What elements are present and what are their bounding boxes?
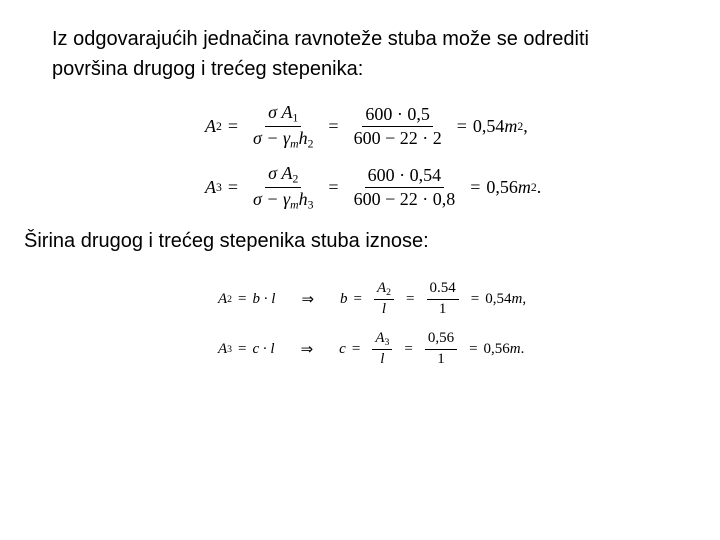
equals-sign: = (227, 115, 238, 136)
fraction-denominator: 1 (437, 350, 445, 367)
lhs-sub: 3 (216, 180, 222, 194)
equation-area-2 (205, 102, 528, 151)
equation-area-3 (205, 163, 541, 212)
intro-line-2: površina drugog i trećeg stepenika: (52, 58, 364, 80)
solved-var: b (340, 290, 348, 307)
implies-symbol: ⇒ (301, 291, 315, 308)
fraction-denominator: 600 − 22 · 2 (353, 127, 442, 148)
result-value: 0,56 (483, 340, 510, 357)
lhs-var: A (218, 290, 228, 307)
equals-sign: = (469, 340, 478, 357)
result-value: 0,54 (472, 115, 505, 136)
fraction-numerator: $A_3$ (372, 330, 392, 350)
equals-sign: = (353, 290, 362, 307)
symbolic-fraction (372, 330, 392, 368)
fraction-numerator: 0.54 (427, 280, 459, 299)
fraction-denominator: $\sigma - \gamma_mh_3$ (253, 188, 314, 212)
lhs-sub: 3 (227, 343, 233, 355)
fraction-numerator: $A_2$ (374, 280, 394, 300)
fraction-denominator: 600 − 22 · 0,8 (353, 188, 456, 209)
solved-var: c (339, 340, 346, 357)
result-unit: m (504, 115, 518, 136)
lhs-var: A (205, 176, 216, 197)
lhs-var: A (205, 115, 216, 136)
trailing-punctuation: . (536, 176, 542, 197)
result-unit: m (517, 176, 531, 197)
equation-width-c (218, 330, 524, 368)
result-value: 0,54 (485, 290, 512, 307)
equals-sign: = (238, 290, 247, 307)
unit-exponent: 2 (530, 180, 537, 194)
symbolic-fraction (250, 102, 316, 151)
fraction-numerator: σ $A_1$ (265, 102, 301, 127)
equals-sign: = (470, 290, 480, 307)
equals-sign: = (351, 340, 361, 357)
equals-sign: = (470, 176, 481, 197)
fraction-denominator: 1 (438, 300, 447, 317)
fraction-numerator: 600 · 0,5 (362, 104, 433, 127)
trailing-punctuation: , (522, 290, 527, 307)
intro-paragraph (52, 24, 692, 84)
fraction-denominator: l (381, 301, 387, 318)
lhs-var: A (218, 340, 228, 357)
equals-sign: = (238, 340, 247, 357)
equals-sign: = (404, 340, 413, 357)
fraction-denominator: l (380, 351, 385, 368)
lhs-sub: 2 (216, 119, 222, 133)
result-unit: m (511, 290, 523, 307)
product-expression: c · l (252, 340, 275, 357)
numeric-fraction (351, 165, 459, 209)
trailing-punctuation: , (523, 115, 528, 136)
lhs-sub: 2 (227, 293, 233, 305)
unit-exponent: 2 (517, 119, 524, 133)
symbolic-fraction (250, 163, 316, 212)
equals-sign: = (456, 115, 467, 136)
result-value: 0,56 (486, 176, 518, 197)
equation-width-b (218, 280, 526, 318)
numeric-fraction (351, 104, 445, 148)
equals-sign: = (227, 176, 238, 197)
implies-symbol: ⇒ (300, 341, 314, 358)
fraction-denominator: $\sigma - \gamma_mh_2$ (253, 127, 314, 151)
equals-sign: = (406, 290, 415, 307)
numeric-fraction (425, 330, 457, 368)
trailing-punctuation: . (520, 340, 525, 357)
fraction-numerator: 0,56 (425, 330, 457, 349)
fraction-numerator: σ $A_2$ (265, 163, 301, 188)
symbolic-fraction (374, 280, 394, 318)
equals-sign: = (328, 115, 339, 136)
product-expression: b · l (252, 290, 276, 307)
equals-sign: = (328, 176, 339, 197)
width-heading: Širina drugog i trećeg stepenika stuba iznose: (24, 230, 429, 252)
numeric-fraction (427, 280, 459, 318)
intro-line-1: Iz odgovarajućih jednačina ravnoteže stuba može se odrediti (52, 28, 589, 50)
result-unit: m (509, 340, 521, 357)
fraction-numerator: 600 · 0,54 (365, 165, 445, 188)
